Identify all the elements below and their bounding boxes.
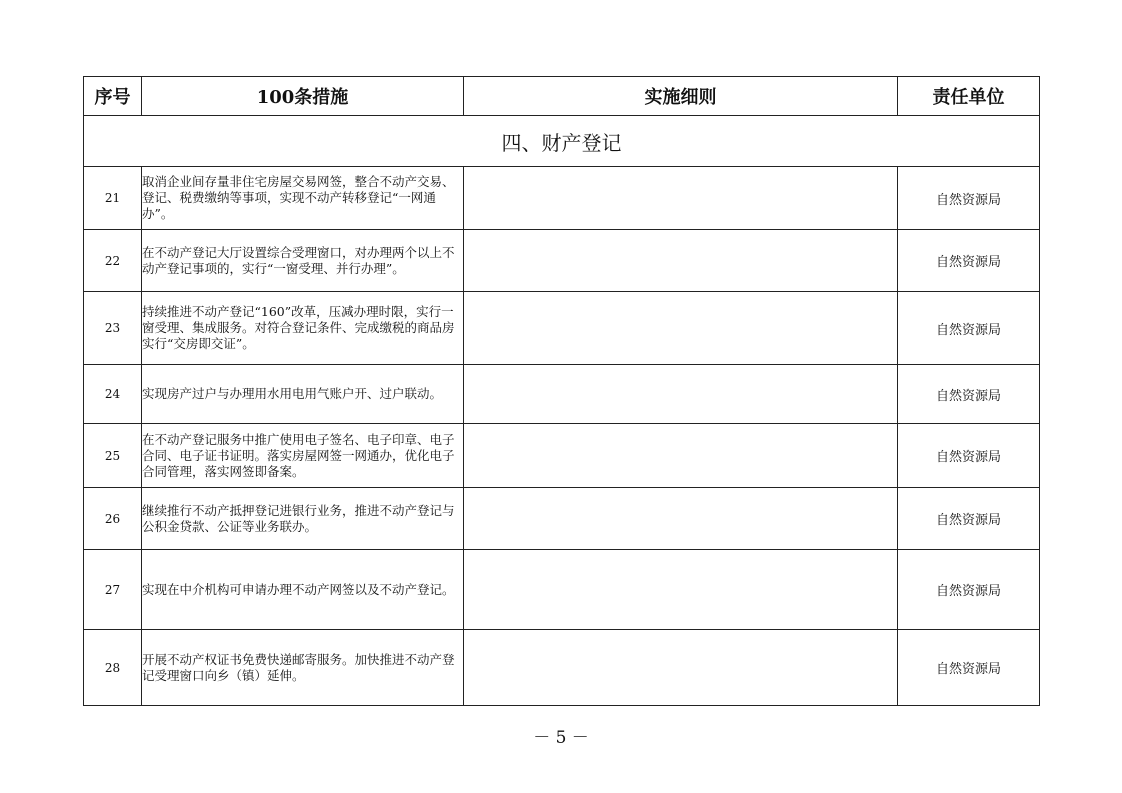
table-row [84,630,1040,706]
row-detail [464,630,898,706]
page-number: － 5 － [533,728,589,748]
section-title: 四、财产登记 [84,116,1040,167]
row-number: 21 [84,167,142,230]
row-unit: 自然资源局 [898,292,1040,365]
section-row [84,116,1040,167]
row-number: 24 [84,365,142,424]
row-measure: 在不动产登记服务中推广使用电子签名、电子印章、电子合同、电子证书证明。落实房屋网签一网通办，优化电子合同管理，落实网签即备案。 [142,424,464,488]
header-measures: 100条措施 [142,77,464,116]
row-measure: 在不动产登记大厅设置综合受理窗口，对办理两个以上不动产登记事项的，实行“一窗受理、并行办理”。 [142,230,464,292]
row-number: 23 [84,292,142,365]
table-row [84,424,1040,488]
row-number: 27 [84,550,142,630]
row-measure: 继续推行不动产抵押登记进银行业务，推进不动产登记与公积金贷款、公证等业务联办。 [142,488,464,550]
row-unit: 自然资源局 [898,230,1040,292]
row-detail [464,424,898,488]
row-number: 26 [84,488,142,550]
row-unit: 自然资源局 [898,167,1040,230]
table-row [84,167,1040,230]
row-detail [464,488,898,550]
header-row [84,77,1040,116]
table-row [84,550,1040,630]
row-measure: 取消企业间存量非住宅房屋交易网签，整合不动产交易、登记、税费缴纳等事项，实现不动产转移登记“一网通办”。 [142,167,464,230]
row-detail [464,292,898,365]
row-measure: 实现房产过户与办理用水用电用气账户开、过户联动。 [142,365,464,424]
row-measure: 开展不动产权证书免费快递邮寄服务。加快推进不动产登记受理窗口向乡（镇）延伸。 [142,630,464,706]
row-detail [464,365,898,424]
row-measure: 持续推进不动产登记“160”改革，压减办理时限，实行一窗受理、集成服务。对符合登记条件、完成缴税的商品房实行“交房即交证”。 [142,292,464,365]
header-responsible-unit: 责任单位 [898,77,1040,116]
header-number: 序号 [84,77,142,116]
row-unit: 自然资源局 [898,365,1040,424]
row-unit: 自然资源局 [898,550,1040,630]
row-detail [464,230,898,292]
measures-table [83,76,1040,706]
table-row [84,230,1040,292]
table-row [84,292,1040,365]
row-unit: 自然资源局 [898,488,1040,550]
row-unit: 自然资源局 [898,424,1040,488]
table-row [84,365,1040,424]
row-unit: 自然资源局 [898,630,1040,706]
row-detail [464,167,898,230]
row-measure: 实现在中介机构可申请办理不动产网签以及不动产登记。 [142,550,464,630]
row-number: 25 [84,424,142,488]
header-details: 实施细则 [464,77,898,116]
row-detail [464,550,898,630]
row-number: 28 [84,630,142,706]
row-number: 22 [84,230,142,292]
table-row [84,488,1040,550]
